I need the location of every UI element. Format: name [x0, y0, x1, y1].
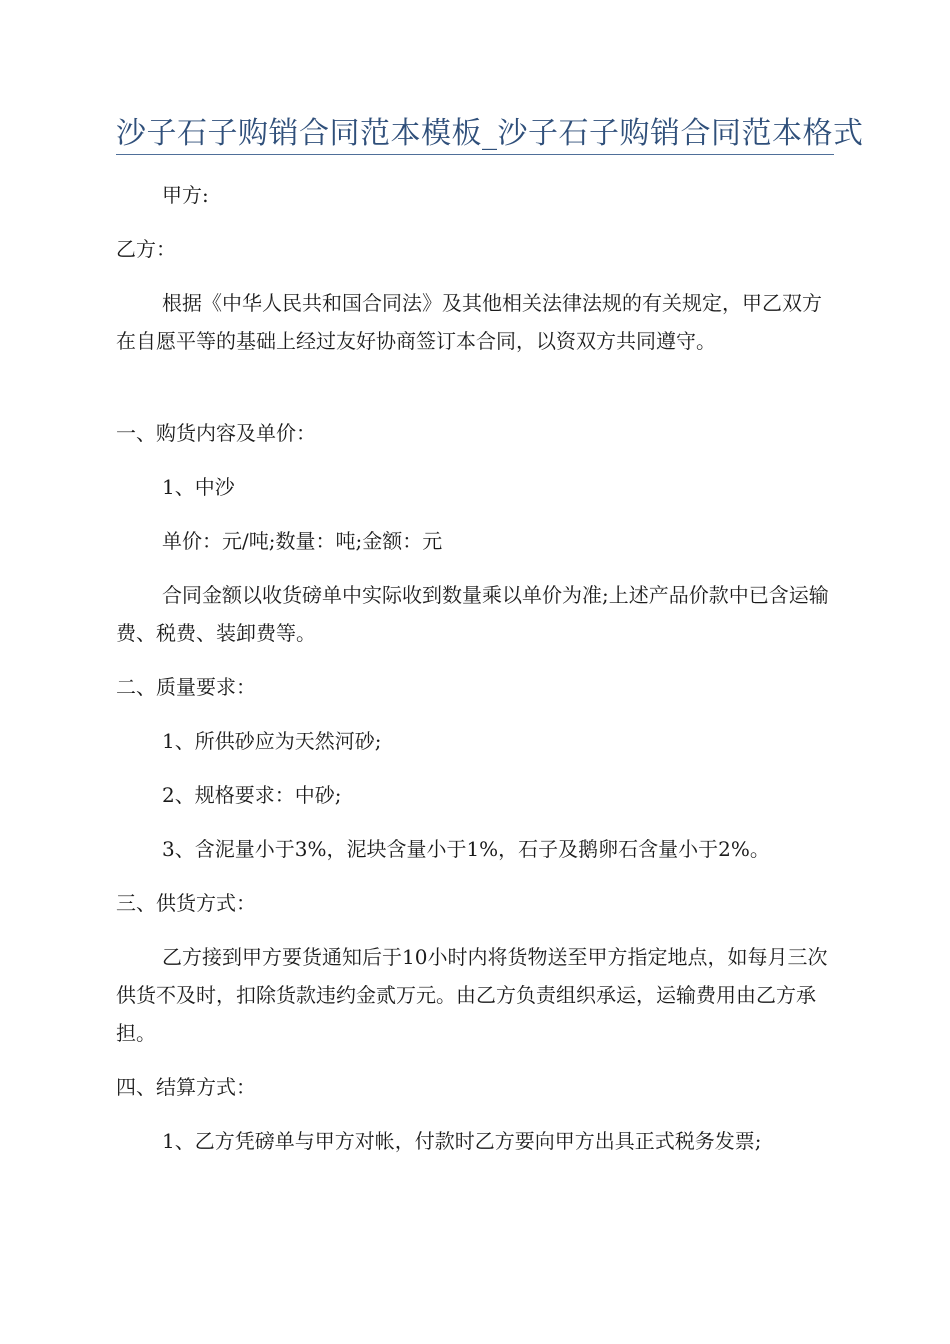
- quality-item-3: 3、含泥量小于3%，泥块含量小于1%，石子及鹅卵石含量小于2%。: [162, 837, 770, 861]
- settlement-item-1: 1、乙方凭磅单与甲方对帐，付款时乙方要向甲方出具正式税务发票;: [162, 1129, 762, 1153]
- title-underline: [116, 154, 834, 155]
- document-title: 沙子石子购销合同范本模板_沙子石子购销合同范本格式: [116, 116, 864, 151]
- price-line: 单价：元/吨;数量：吨;金额：元: [162, 529, 443, 553]
- item-medium-sand: 1、中沙: [162, 475, 235, 499]
- section-heading-1: 一、购货内容及单价：: [116, 421, 316, 445]
- contract-amount-paragraph: 合同金额以收货磅单中实际收到数量乘以单价为准;上述产品价款中已含运输费、税费、装卸费等。: [116, 583, 829, 645]
- section-heading-4: 四、结算方式：: [116, 1075, 256, 1099]
- section-heading-3: 三、供货方式：: [116, 891, 256, 915]
- section-heading-2: 二、质量要求：: [116, 675, 256, 699]
- supply-method-paragraph: 乙方接到甲方要货通知后于10小时内将货物送至甲方指定地点，如每月三次供货不及时，扣除货款违约金贰万元。由乙方负责组织承运，运输费用由乙方承担。: [116, 945, 828, 1045]
- quality-item-1: 1、所供砂应为天然河砂;: [162, 729, 382, 753]
- party-a-line: 甲方:: [162, 183, 209, 207]
- party-b-line: 乙方：: [116, 237, 176, 261]
- quality-item-2: 2、规格要求：中砂;: [162, 783, 342, 807]
- preamble-paragraph: 根据《中华人民共和国合同法》及其他相关法律法规的有关规定，甲乙双方在自愿平等的基础上经过友好协商签订本合同，以资双方共同遵守。: [116, 291, 822, 353]
